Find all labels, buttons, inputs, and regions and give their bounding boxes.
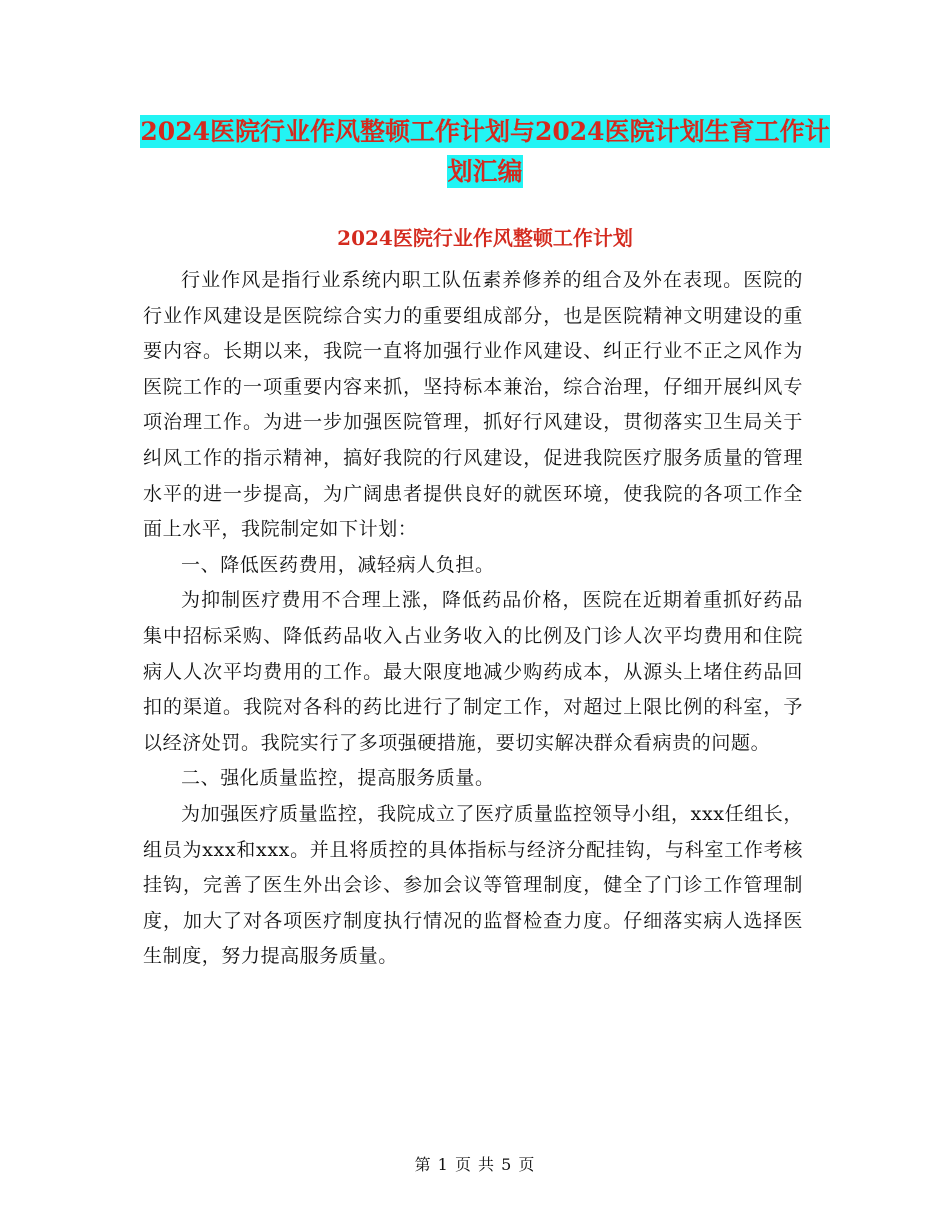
document-title bbox=[140, 112, 830, 192]
section-heading-2: 二、强化质量监控，提高服务质量。 bbox=[181, 767, 495, 790]
paragraph-section-2: 为加强医疗质量监控，我院成立了医疗质量监控领导小组，xxx任组长，组员为xxx和xxx。并且将质控的具体指标与经济分配挂钩，与科室工作考核挂钩，完善了医生外出会诊、参加会议等管理制度，健全了门诊工作管理制度，加大了对各项医疗制度执行情况的监督检查力度。仔细落实病人选择医生制度，努力提高服务质量。 bbox=[143, 802, 803, 968]
section-heading-1: 一、降低医药费用，减轻病人负担。 bbox=[181, 553, 495, 576]
document-body bbox=[143, 263, 803, 975]
section-title: 2024医院行业作风整顿工作计划 bbox=[337, 226, 633, 250]
title-highlight: 2024医院行业作风整顿工作计划与2024医院计划生育工作计划汇编 bbox=[140, 117, 830, 186]
page-footer: 第 1 页 共 5 页 bbox=[414, 1155, 536, 1174]
paragraph-intro: 行业作风是指行业系统内职工队伍素养修养的组合及外在表现。医院的行业作风建设是医院综合实力的重要组成部分，也是医院精神文明建设的重要内容。长期以来，我院一直将加强行业作风建设、纠正行业不正之风作为医院工作的一项重要内容来抓，坚持标本兼治，综合治理，仔细开展纠风专项治理工作。为进一步加强医院管理，抓好行风建设，贯彻落实卫生局关于纠风工作的指示精神，搞好我院的行风建设，促进我院医疗服务质量的管理水平的进一步提高，为广阔患者提供良好的就医环境，使我院的各项工作全面上水平，我院制定如下计划： bbox=[143, 269, 803, 541]
paragraph-section-1: 为抑制医疗费用不合理上涨，降低药品价格，医院在近期着重抓好药品集中招标采购、降低药品收入占业务收入的比例及门诊人次平均费用和住院病人人次平均费用的工作。最大限度地减少购药成本，从源头上堵住药品回扣的渠道。我院对各科的药比进行了制定工作，对超过上限比例的科室，予以经济处罚。我院实行了多项强硬措施，要切实解决群众看病贵的问题。 bbox=[143, 589, 803, 754]
